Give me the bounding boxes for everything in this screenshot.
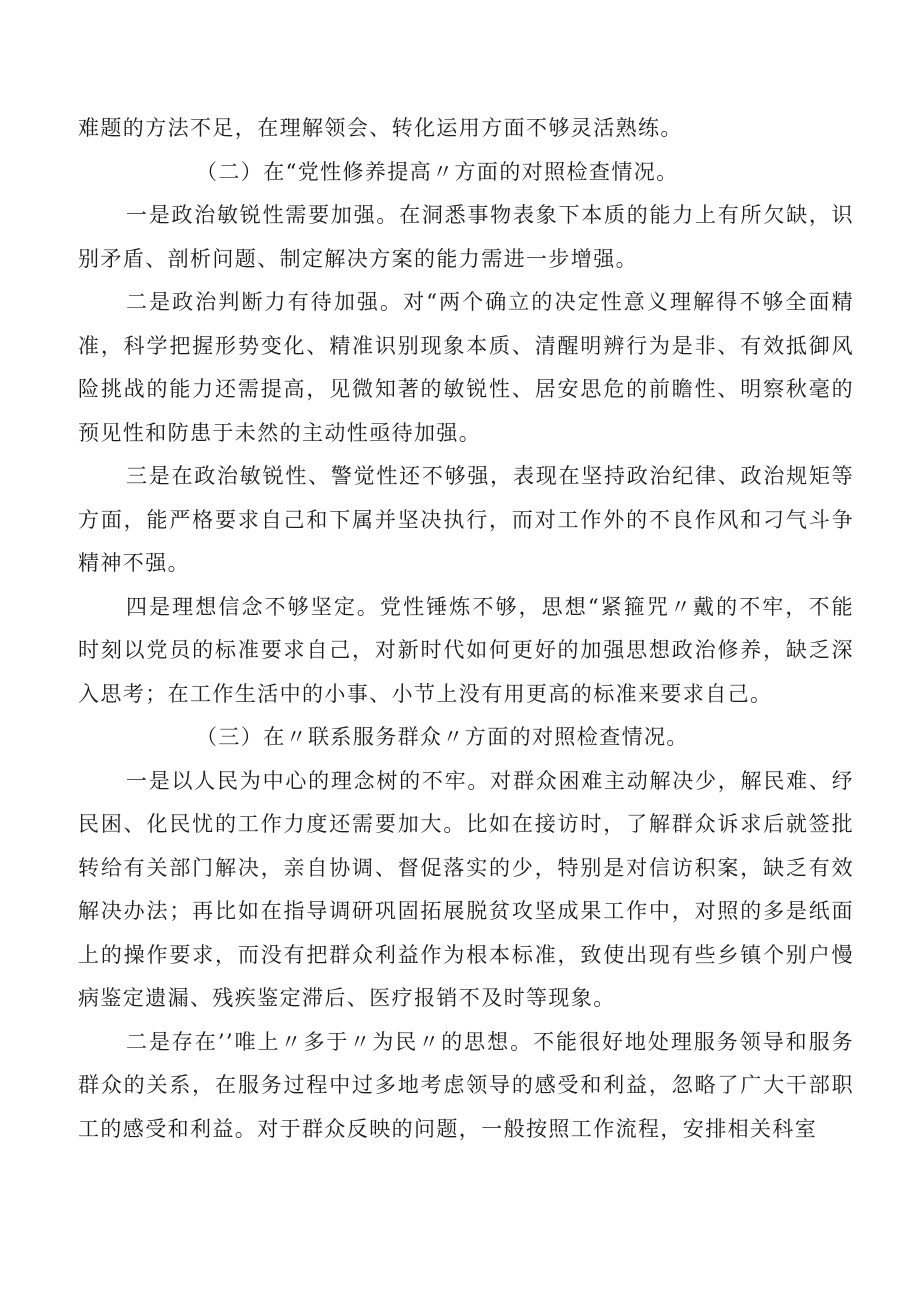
paragraph-serving-superiors: 二是存在’’唯上〃多于〃为民〃的思想。不能很好地处理服务领导和服务群众的关系，在服务过程中过多地考虑领导的感受和利益，忽略了广大干部职工的感受和利益。对于群众反映的问题，一般按照工作流程，安排相关科室 bbox=[78, 1029, 854, 1141]
paragraph-ideals-belief: 四是理想信念不够坚定。党性锤炼不够，思想“紧箍咒〃戴的不牢，不能时刻以党员的标准要求自己，对新时代如何更好的加强思想政治修养，缺乏深入思考；在工作生活中的小事、小节上没有用更高的标准来要求自己。 bbox=[78, 594, 854, 706]
section-heading-2: （二）在“党性修养提高〃方面的对照检查情况。 bbox=[196, 159, 679, 184]
paragraph-political-sensitivity: 一是政治敏锐性需要加强。在洞悉事物表象下本质的能力上有所欠缺，识别矛盾、剖析问题、制定解决方案的能力需进一步增强。 bbox=[78, 203, 854, 271]
paragraph-political-alertness: 三是在政治敏锐性、警觉性还不够强，表现在坚持政治纪律、政治规矩等方面，能严格要求自己和下属并坚决执行，而对工作外的不良作风和刁气斗争精神不强。 bbox=[78, 464, 854, 575]
paragraph-people-centered: 一是以人民为中心的理念树的不牢。对群众困难主动解决少，解民难、纾民困、化民忧的工作力度还需要加大。比如在接访时，了解群众诉求后就签批转给有关部门解决，亲自协调、督促落实的少，特别是对信访积案，缺乏有效解决办法；再比如在指导调研巩固拓展脱贫攻坚成果工作中，对照的多是纸面上的操作要求，而没有把群众利益作为根本标准，致使出现有些乡镇个别户慢病鉴定遗漏、残疾鉴定滞后、医疗报销不及时等现象。 bbox=[78, 768, 854, 1010]
section-heading-3: （三）在〃联系服务群众〃方面的对照检查情况。 bbox=[196, 725, 689, 749]
document-body bbox=[78, 107, 854, 1151]
paragraph-political-judgment: 二是政治判断力有待加强。对“两个确立的决定性意义理解得不够全面精准，科学把握形势变化、精准识别现象本质、清醒明辨行为是非、有效抵御风险挑战的能力还需提高，见微知著的敏锐性、居安思危的前瞻性、明察秋毫的预见性和防患于未然的主动性亟待加强。 bbox=[78, 290, 854, 445]
paragraph-continuation: 难题的方法不足，在理解领会、转化运用方面不够灵活熟练。 bbox=[78, 116, 683, 140]
